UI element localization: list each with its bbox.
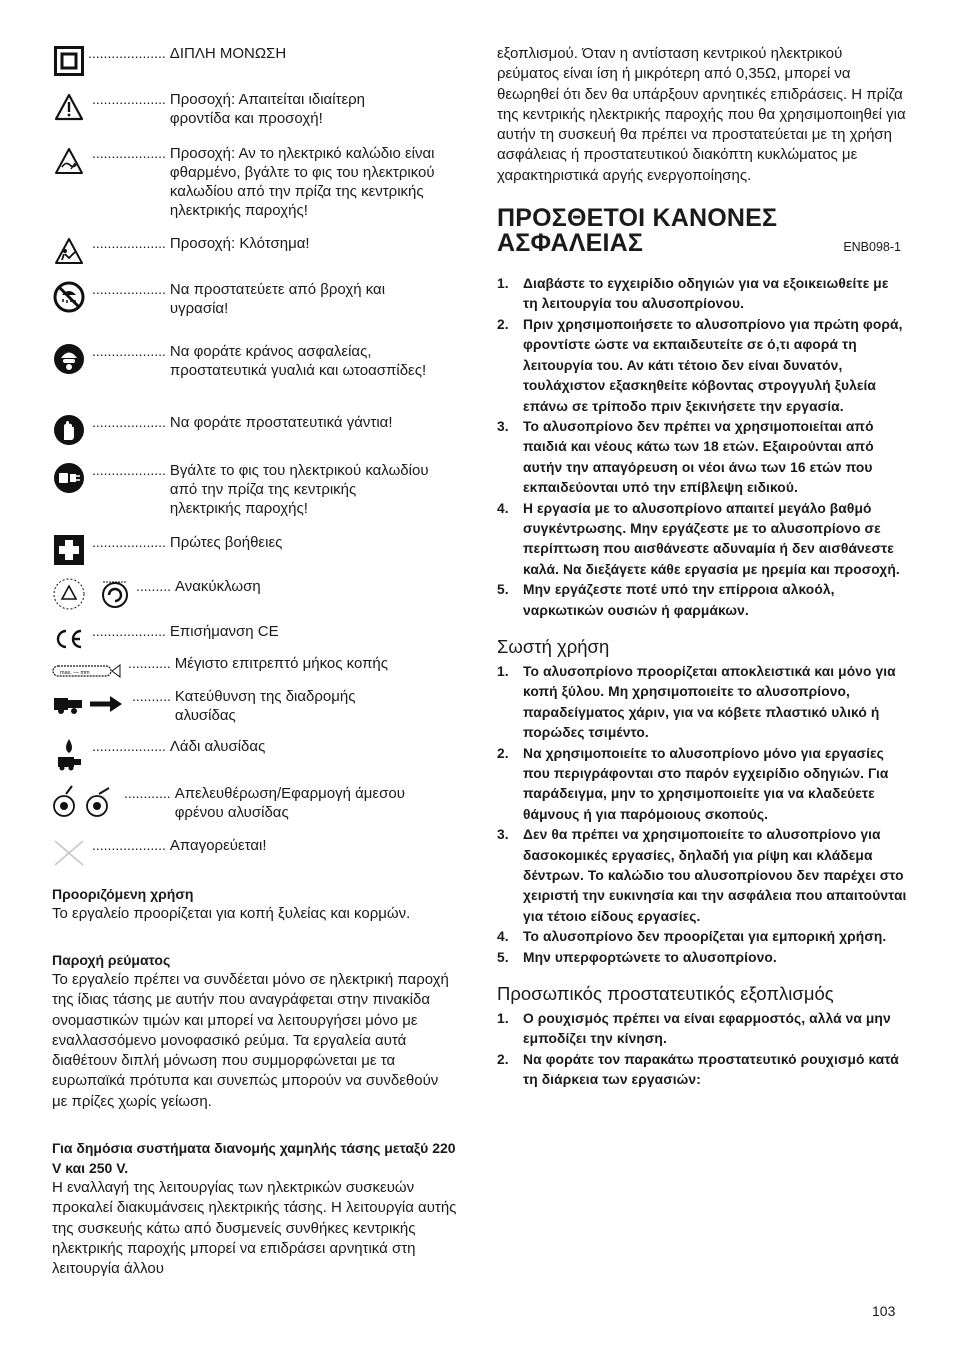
- list-item: 4. Το αλυσοπρίονο δεν προορίζεται για εμπορική χρήση.: [497, 929, 887, 945]
- symbol-row-prohibited: ................... Απαγορεύεται!: [52, 836, 370, 870]
- additional-rules-list: [497, 274, 907, 621]
- list-item: 3. Το αλυσοπρίονο δεν πρέπει να χρησιμοποιείται από παιδιά και νέους κάτω των 18 ετών. Εξαιρούνται από αυτήν την απαγόρευση οι νέοι άνω των 16 ετών που εκπαιδεύονται υπό την επίβλεψη ειδικού.: [497, 418, 874, 496]
- document-code: ENB098-1: [843, 240, 901, 255]
- damaged-cable-warning-icon: [52, 144, 86, 178]
- symbol-label: Να προστατεύετε από βροχή και υγρασία!: [169, 281, 386, 317]
- ce-mark-icon: [52, 622, 86, 656]
- public-systems-section: [52, 1138, 457, 1279]
- list-item: 5. Μην εργάζεστε ποτέ υπό την επίρροια αλκοόλ, ναρκωτικών ουσιών ή φαρμάκων.: [497, 582, 835, 618]
- list-item: 1. Διαβάστε το εγχειρίδιο οδηγιών για να εξοικειωθείτε με τη λειτουργία του αλυσοπρίονου.: [497, 276, 889, 312]
- proper-use-list: [497, 662, 907, 968]
- power-supply-section: [52, 950, 457, 1112]
- public-systems-text: Η εναλλαγή της λειτουργίας των ηλεκτρικών συσκευών προκαλεί διακυμάνσεις ηλεκτρικής τάσης. Η λειτουργία αυτής της συσκευής κάτω από δυσμενείς συνθήκες κεντρικής ηλεκτρικής παροχής μπορεί να επιδράσει αρνητικά στη λειτουργία άλλου: [52, 1179, 457, 1278]
- ppe-title: Προσωπικός προστατευτικός εξοπλισμός: [497, 983, 834, 1005]
- no-rain-icon: [52, 280, 86, 314]
- proper-use-title: Σωστή χρήση: [497, 635, 610, 657]
- chain-brake-icon: [52, 784, 118, 818]
- intended-use-section: [52, 884, 457, 924]
- symbol-label: Προσοχή: Αν το ηλεκτρικό καλώδιο είναι φθαρμένο, βγάλτε το φις του ηλεκτρικού καλωδίου από την πρίζα της κεντρικής ηλεκτρικής παροχής!: [169, 145, 435, 219]
- chain-direction-icon: [52, 687, 128, 721]
- max-cutting-length-icon: [52, 654, 124, 688]
- symbol-row-recycling: ......... Ανακύκλωση: [52, 577, 375, 611]
- symbol-label: Προσοχή: Απαιτείται ιδιαίτερη φροντίδα και προσοχή!: [169, 91, 366, 127]
- symbol-label: Λάδι αλυσίδας: [169, 738, 266, 755]
- warning-triangle-icon: [52, 90, 86, 124]
- additional-rules-title-line1: ΠΡΟΣΘΕΤΟΙ ΚΑΝΟΝΕΣ: [497, 204, 778, 233]
- list-item: 1. Το αλυσοπρίονο προορίζεται αποκλειστικά και μόνο για κοπή ξύλου. Μη χρησιμοποιείτε το αλυσοπρίονο, παραδείγματος χάριν, για να κόβετε πλαστικό υλικό ή πορώδες τσιμέντο.: [497, 663, 896, 741]
- ppe-list: [497, 1009, 907, 1091]
- chain-oil-icon: [52, 737, 86, 771]
- right-column: [497, 44, 907, 1091]
- symbol-row-no-rain: ................... Να προστατεύετε από βροχή και υγρασία!: [52, 280, 430, 318]
- prohibited-cross-icon: [52, 836, 86, 870]
- symbol-row-chain-direction: .......... Κατεύθυνση της διαδρομής αλυσίδας: [52, 687, 415, 725]
- helmet-goggles-earmuffs-icon: [52, 342, 86, 376]
- list-item: 2. Να χρησιμοποιείτε το αλυσοπρίονο μόνο για εργασίες που περιγράφονται στο παρόν εγχειρίδιο οδηγιών. Για παράδειγμα, μην το χρησιμοποιείτε για να κλαδεύετε θάμνους ή για παρόμοιους σκοπούς.: [497, 745, 889, 822]
- recycling-icon: [52, 577, 132, 611]
- symbol-label: ΔΙΠΛΗ ΜΟΝΩΣΗ: [169, 45, 287, 62]
- symbol-row-double-insulation: .................... ΔΙΠΛΗ ΜΟΝΩΣΗ: [52, 44, 400, 78]
- max-length-label: max. — mm: [60, 670, 90, 676]
- list-item: 1. Ο ρουχισμός πρέπει να είναι εφαρμοστός, αλλά να μην εμποδίζει την κίνηση.: [497, 1011, 891, 1047]
- symbol-row-max-length: max. — mm ........... Μέγιστο επιτρεπτό μήκος κοπής: [52, 654, 435, 688]
- intended-use-heading: Προοριζόμενη χρήση: [52, 886, 194, 902]
- symbol-label: Κατεύθυνση της διαδρομής αλυσίδας: [174, 688, 356, 724]
- symbol-row-chain-brake: ............ Απελευθέρωση/Εφαρμογή άμεσου φρένου αλυσίδας: [52, 784, 445, 822]
- list-item: 2. Να φοράτε τον παρακάτω προστατευτικό ρουχισμό κατά τη διάρκεια των εργασιών:: [497, 1051, 899, 1088]
- symbol-row-helmet: ................... Να φοράτε κράνος ασφαλείας, προστατευτικά γυαλιά και ωτοασπίδες!: [52, 342, 430, 380]
- symbol-row-damaged-cable: ................... Προσοχή: Αν το ηλεκτρικό καλώδιο είναι φθαρμένο, βγάλτε το φις του ηλεκτρικού καλωδίου από την πρίζα της κεντρικής ηλεκτρικής παροχής!: [52, 144, 450, 220]
- additional-rules-title-block: [497, 206, 907, 256]
- kickback-warning-icon: [52, 234, 86, 268]
- page-number: 103: [872, 1303, 896, 1319]
- symbol-row-chain-oil: ................... Λάδι αλυσίδας: [52, 737, 390, 771]
- gloves-icon: [52, 413, 86, 447]
- power-supply-heading: Παροχή ρεύματος: [52, 952, 171, 968]
- symbol-label: Να φοράτε προστατευτικά γάντια!: [169, 414, 393, 431]
- list-item: 3. Δεν θα πρέπει να χρησιμοποιείτε το αλυσοπρίονο για δασοκομικές εργασίες, δηλαδή για ρίψη και κλάδεμα δέντρων. Το καλώδιο του αλυσοπρίονου δεν παρέχει στο χειριστή την ευκινησία και την ασφάλεια που απαιτούνται για τέτοιο είδους εργασίες.: [497, 827, 907, 924]
- unplug-icon: [52, 461, 86, 495]
- symbol-label: Πρώτες βοήθειες: [169, 534, 283, 551]
- symbol-row-warning: ................... Προσοχή: Απαιτείται ιδιαίτερη φροντίδα και προσοχή!: [52, 90, 410, 128]
- symbol-row-gloves: ................... Να φοράτε προστατευτικά γάντια!: [52, 413, 440, 447]
- intended-use-text: Το εργαλείο προορίζεται για κοπή ξυλείας και κορμών.: [52, 905, 411, 922]
- additional-rules-title-line2: ΑΣΦΑΛΕΙΑΣ: [497, 229, 644, 258]
- symbol-row-kickback: ................... Προσοχή: Κλότσημα!: [52, 234, 410, 268]
- public-systems-continued: εξοπλισμού. Όταν η αντίσταση κεντρικού ηλεκτρικού ρεύματος είναι ίση ή μικρότερη από 0,35Ω, μπορεί να θεωρηθεί ότι δεν θα υπάρξουν αρνητικές επιδράσεις. Η πρίζα της κεντρικής ηλεκτρικής παροχής που θα χρησιμοποιηθεί για αυτήν τη συσκευή θα πρέπει να προστατεύεται με τη χρήση ασφάλειας ή προστατευτικού διακόπτη κυκλώματος με χαρακτηριστικά αργής ενεργοποίησης.: [497, 45, 906, 184]
- list-item: 5. Μην υπερφορτώνετε το αλυσοπρίονο.: [497, 949, 777, 965]
- symbol-label: Ανακύκλωση: [175, 578, 261, 595]
- double-insulation-icon: [52, 44, 86, 78]
- symbol-label: Προσοχή: Κλότσημα!: [169, 235, 310, 252]
- symbol-row-ce: ................... Επισήμανση CE: [52, 622, 370, 656]
- symbol-label: Επισήμανση CE: [169, 623, 279, 640]
- list-item: 4. Η εργασία με το αλυσοπρίονο απαιτεί μεγάλο βαθμό συγκέντρωσης. Μην εργάζεστε με το αλυσοπρίονο σε περίπτωση που αισθάνεστε αδυναμία ή δεν αισθάνεστε καλά. Να διεξάγετε κάθε εργασία με ηρεμία και προσοχή.: [497, 500, 900, 577]
- symbol-label: Απελευθέρωση/Εφαρμογή άμεσου φρένου αλυσίδας: [174, 785, 405, 821]
- symbol-row-unplug: ................... Βγάλτε το φις του ηλεκτρικού καλωδίου από την πρίζα της κεντρικής ηλεκτρικής παροχής!: [52, 461, 430, 518]
- power-supply-text: Το εργαλείο πρέπει να συνδέεται μόνο σε ηλεκτρική παροχή της ίδιας τάσης με αυτήν που αναγράφεται στην πινακίδα ονομαστικών τιμών και μπορεί να λειτουργήσει μόνο με εναλλασσόμενο μονοφασικό ρεύμα. Τα εργαλεία αυτά διαθέτουν διπλή μόνωση που συμμορφώνεται με τα ευρωπαϊκά πρότυπα και συνεπώς μπορούν να συνδεθούν με πρίζες χωρίς γείωση.: [52, 971, 449, 1110]
- symbol-label: Βγάλτε το φις του ηλεκτρικού καλωδίου από την πρίζα της κεντρικής ηλεκτρικής παροχής!: [169, 462, 429, 517]
- first-aid-icon: [52, 533, 86, 567]
- public-systems-heading: Για δημόσια συστήματα διανομής χαμηλής τάσης μεταξύ 220 V και 250 V.: [52, 1140, 456, 1176]
- symbol-row-first-aid: ................... Πρώτες βοήθειες: [52, 533, 410, 567]
- symbol-label: Απαγορεύεται!: [169, 837, 267, 854]
- list-item: 2. Πριν χρησιμοποιήσετε το αλυσοπρίονο για πρώτη φορά, φροντίστε ώστε να εκπαιδευτείτε σε ό,τι αφορά τη λειτουργία του. Αν κάτι τέτοιο δεν είναι δυνατόν, τουλάχιστον εξασκηθείτε κόβοντας στρογγυλή ξυλεία επάνω σε τρίποδο πριν ξεκινήσετε την εργασία.: [497, 316, 903, 414]
- symbol-label: Να φοράτε κράνος ασφαλείας, προστατευτικά γυαλιά και ωτοασπίδες!: [169, 343, 427, 379]
- symbol-label: Μέγιστο επιτρεπτό μήκος κοπής: [174, 655, 388, 672]
